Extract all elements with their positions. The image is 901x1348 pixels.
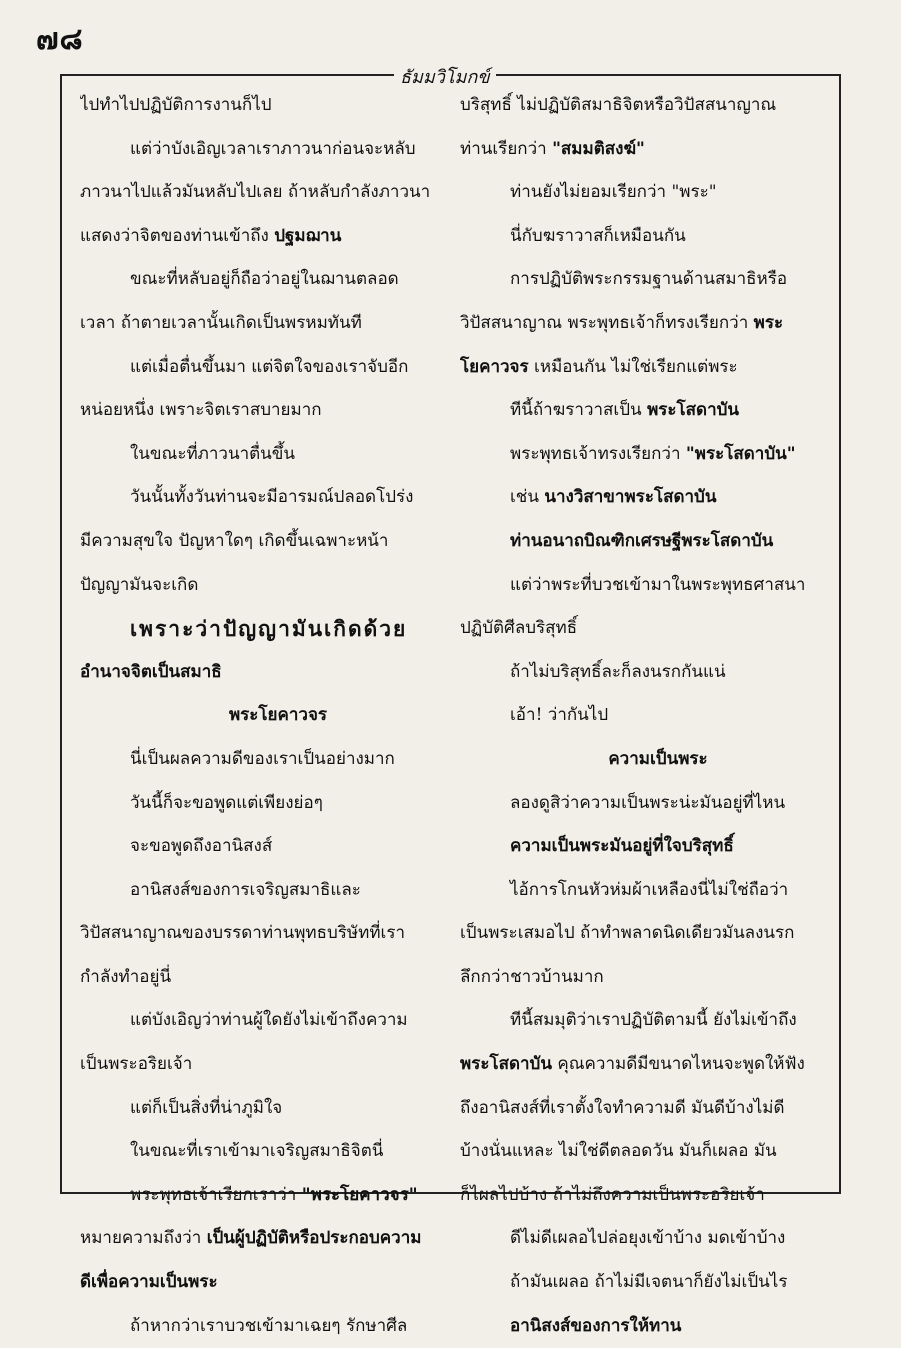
text-line (80, 128, 440, 172)
line-text: นี่กับฆราวาสก็เหมือนกัน (510, 225, 686, 246)
line-text: ถ้าไม่บริสุทธิ์ละก็ลงนรกกันแน่ (510, 661, 726, 682)
line-text: วิปัสสนาญาณ พระพุทธเจ้าก็ทรงเรียกว่า (460, 312, 754, 333)
line-text: วิปัสสนาญาณของบรรดาท่านพุทธบริษัทที่เรา (80, 923, 406, 944)
text-line (460, 782, 820, 826)
text-line (80, 1174, 440, 1218)
text-line (460, 1305, 820, 1348)
page-number: ๗๘ (36, 22, 84, 57)
text-line (80, 956, 440, 1000)
text-line (460, 651, 820, 695)
text-line (460, 825, 820, 869)
text-line (80, 651, 440, 695)
line-bold-text: อานิสงส์ของการให้ทาน (510, 1315, 682, 1336)
text-line (460, 171, 820, 215)
text-line (80, 1043, 440, 1087)
line-bold-text: "พระโยคาวจร" (301, 1184, 418, 1205)
line-text: ไปทำไปปฏิบัติการงานก็ไป (80, 95, 272, 115)
line-text: พระพุทธเจ้าเรียกเราว่า (130, 1184, 302, 1205)
line-text: ในขณะที่เราเข้ามาเจริญสมาธิจิตนี่ (130, 1141, 384, 1162)
text-line (80, 302, 440, 346)
text-line (80, 171, 440, 215)
text-line (80, 433, 440, 477)
line-bold-text: อำนาจจิตเป็นสมาธิ (80, 661, 222, 682)
line-text: วันนั้นทั้งวันท่านจะมีอารมณ์ปลอดโปร่ง (130, 487, 414, 508)
text-line (80, 1087, 440, 1131)
text-line (80, 215, 440, 259)
line-text: พระพุทธเจ้าทรงเรียกว่า (510, 443, 686, 464)
line-bold-text: "พระโสดาบัน" (685, 443, 796, 464)
text-line (460, 1043, 820, 1087)
line-text-tail: คุณความดีมีขนาดไหนจะพูดให้ฟัง (551, 1054, 805, 1075)
line-bold-text: ปฐมฌาน (274, 225, 342, 246)
text-line (80, 1130, 440, 1174)
line-text: เป็นพระอริยเจ้า (80, 1054, 193, 1075)
line-text: เอ้า! ว่ากันไป (510, 705, 609, 726)
text-line (460, 258, 820, 302)
line-text: ไอ้การโกนหัวห่มผ้าเหลืองนี่ไม่ใช่ถือว่า (510, 879, 789, 900)
text-line (460, 346, 820, 390)
right-column (460, 84, 820, 1348)
line-text: แต่ว่าบังเอิญเวลาเราภาวนาก่อนจะหลับ (130, 138, 416, 159)
line-text: ทีนี้ถ้าฆราวาสเป็น (510, 400, 648, 421)
line-text: การปฏิบัติพระกรรมฐานด้านสมาธิหรือ (510, 269, 788, 290)
text-line (80, 476, 440, 520)
line-text: แสดงว่าจิตของท่านเข้าถึง (80, 225, 275, 246)
left-column (80, 84, 440, 1348)
text-line (460, 1087, 820, 1131)
text-line (80, 84, 440, 128)
text-line (460, 607, 820, 651)
line-text: ลึกกว่าชาวบ้านมาก (460, 966, 604, 987)
line-text: แต่ว่าพระที่บวชเข้ามาในพระพุทธศาสนา (510, 574, 806, 595)
text-line (80, 912, 440, 956)
text-line (80, 389, 440, 433)
text-line (80, 520, 440, 564)
line-bold-text: โยคาวจร (460, 356, 529, 377)
line-text-tail: เหมือนกัน ไม่ใช่เรียกแต่พระ (528, 356, 738, 377)
text-line (460, 694, 820, 738)
line-bold-text: ท่านอนาถบิณฑิกเศรษฐีพระโสดาบัน (510, 530, 774, 551)
text-line (460, 999, 820, 1043)
line-bold-text: ความเป็นพระมันอยู่ที่ใจบริสุทธิ์ (510, 836, 734, 857)
line-text: บ้างนั่นแหละ ไม่ใช่ดีตลอดวัน มันก็เผลอ มัน (460, 1141, 777, 1162)
line-bold-text: พระโสดาบัน (460, 1054, 552, 1075)
line-text: ท่านยังไม่ยอมเรียกว่า "พระ" (510, 182, 717, 203)
text-line (460, 869, 820, 913)
text-line (460, 1174, 820, 1218)
text-line (460, 956, 820, 1000)
line-text: ท่านเรียกว่า (460, 138, 553, 159)
text-line (80, 564, 440, 608)
line-text: ในขณะที่ภาวนาตื่นขึ้น (130, 443, 296, 464)
line-text: นี่เป็นผลความดีของเราเป็นอย่างมาก (130, 748, 395, 769)
text-line (460, 1261, 820, 1305)
text-line (80, 1217, 440, 1261)
line-text: ถ้ามันเผลอ ถ้าไม่มีเจตนาก็ยังไม่เป็นไร (510, 1272, 788, 1293)
text-line (460, 520, 820, 564)
text-line (80, 782, 440, 826)
text-line (460, 215, 820, 259)
line-bold-text: ดีเพื่อความเป็นพระ (80, 1272, 218, 1293)
line-bold-text: พระโยคาวจร (228, 705, 328, 726)
text-line (460, 389, 820, 433)
line-text: มีความสุขใจ ปัญหาใดๆ เกิดขึ้นเฉพาะหน้า (80, 530, 389, 551)
line-text: ปัญญามันจะเกิด (80, 574, 199, 595)
line-bold-text: พระโสดาบัน (647, 400, 740, 421)
line-text: ขณะที่หลับอยู่ก็ถือว่าอยู่ในฌานตลอด (130, 269, 399, 290)
text-line (80, 1305, 440, 1348)
header-title: ธัมมวิโมกข์ (394, 62, 496, 91)
text-line (80, 607, 440, 651)
line-text: ลองดูสิว่าความเป็นพระน่ะมันอยู่ที่ไหน (510, 792, 786, 813)
text-line (80, 869, 440, 913)
text-line (460, 84, 820, 128)
line-text: จะขอพูดถึงอานิสงส์ (130, 836, 273, 857)
line-text: หน่อยหนึ่ง เพราะจิตเราสบายมาก (80, 400, 322, 421)
line-bold-text: ความเป็นพระ (608, 748, 708, 769)
text-line (460, 912, 820, 956)
line-text: บริสุทธิ์ ไม่ปฏิบัติสมาธิจิตหรือวิปัสสนาญาณ (460, 95, 777, 115)
line-text: หมายความถึงว่า (80, 1228, 207, 1249)
line-text: ถึงอานิสงส์ที่เราตั้งใจทำความดี มันดีบ้างไม่ดี (460, 1097, 785, 1118)
text-line (80, 346, 440, 390)
text-line (80, 694, 440, 738)
text-line (80, 1261, 440, 1305)
line-text: แต่บังเอิญว่าท่านผู้ใดยังไม่เข้าถึงความ (130, 1010, 408, 1031)
line-text: เช่น (510, 487, 545, 508)
line-bold-text: "สมมติสงฆ์" (552, 138, 645, 159)
text-line (80, 999, 440, 1043)
line-text: อานิสงส์ของการเจริญสมาธิและ (130, 879, 361, 900)
line-text: ทีนี้สมมุติว่าเราปฏิบัติตามนี้ ยังไม่เข้าถึง (510, 1010, 797, 1031)
line-text: ดีไม่ดีเผลอไปล่อยุงเข้าบ้าง มดเข้าบ้าง (510, 1228, 786, 1249)
line-text: แต่เมื่อตื่นขึ้นมา แต่จิตใจของเราจับอีก (130, 356, 409, 377)
text-line (460, 476, 820, 520)
line-bold-text: เป็นผู้ปฏิบัติหรือประกอบความ (206, 1228, 422, 1249)
line-bold-text: เพราะว่าปัญญามันเกิดด้วย (130, 616, 408, 642)
line-text: กำลังทำอยู่นี่ (80, 966, 172, 987)
text-line (80, 258, 440, 302)
line-bold-text: พระ (753, 312, 784, 333)
line-text: ถ้าหากว่าเราบวชเข้ามาเฉยๆ รักษาศีล (130, 1315, 408, 1336)
text-line (460, 738, 820, 782)
line-text: เวลา ถ้าตายเวลานั้นเกิดเป็นพรหมทันที (80, 312, 362, 333)
text-line (460, 1217, 820, 1261)
line-bold-text: นางวิสาขาพระโสดาบัน (544, 487, 717, 508)
text-line (80, 738, 440, 782)
line-text: ก็ไผลไปบ้าง ถ้าไม่ถึงความเป็นพระอริยเจ้า (460, 1184, 765, 1205)
text-line (460, 1130, 820, 1174)
text-line (460, 302, 820, 346)
text-line (460, 128, 820, 172)
line-text: ปฏิบัติศีลบริสุทธิ์ (460, 618, 578, 639)
text-line (80, 825, 440, 869)
line-text: ภาวนาไปแล้วมันหลับไปเลย ถ้าหลับกำลังภาวนา (80, 182, 431, 203)
line-text: วันนี้ก็จะขอพูดแต่เพียงย่อๆ (130, 792, 323, 813)
text-line (460, 564, 820, 608)
line-text: เป็นพระเสมอไป ถ้าทำพลาดนิดเดียวมันลงนรก (460, 923, 795, 944)
text-line (460, 433, 820, 477)
line-text: แต่ก็เป็นสิ่งที่น่าภูมิใจ (130, 1097, 283, 1118)
